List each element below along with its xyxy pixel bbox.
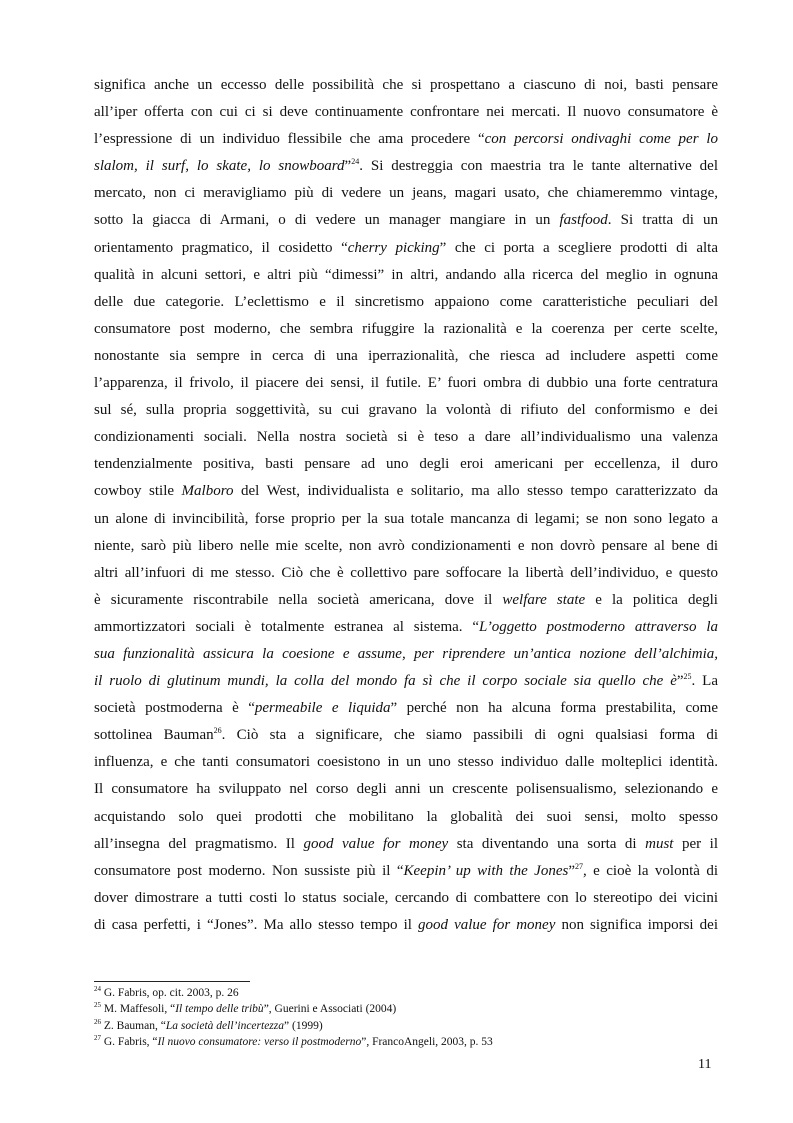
page-number: 11 bbox=[698, 1057, 712, 1072]
text-run: orientamento pragmatico, il cosidetto “ bbox=[94, 239, 348, 256]
text-run: qualità in alcuni settori, e altri più “dimessi” in altri, andando alla ricerca del meglio in ognuna bbox=[94, 266, 718, 283]
text-line bbox=[94, 885, 718, 912]
text-run: società postmoderna è “ bbox=[94, 700, 255, 717]
text-run: G. Fabris, op. cit. 2003, p. 26 bbox=[101, 987, 239, 999]
italic-run: Malboro bbox=[181, 483, 234, 500]
footnote-separator bbox=[94, 981, 250, 982]
italic-run: welfare state bbox=[502, 591, 586, 608]
footnote-ref: 24 bbox=[351, 157, 360, 167]
text-run: ” bbox=[344, 158, 352, 175]
text-run: sul sé, sulla propria soggettività, su cui gravano la volontà di rifiuto del conformismo e dei bbox=[94, 402, 718, 419]
text-run: consumatore post moderno. Non sussiste più il “ bbox=[94, 862, 404, 879]
text-run: ” che ci porta a scegliere prodotti di alta bbox=[439, 239, 718, 256]
text-line bbox=[94, 858, 718, 885]
text-run: del West, individualista e solitario, ma allo stesso tempo caratterizzato da bbox=[233, 483, 718, 500]
footnote-ref: 25 bbox=[94, 1001, 101, 1010]
text-line bbox=[94, 72, 718, 99]
italic-run: Keepin’ up with the Jones bbox=[403, 862, 569, 879]
text-run: all’insegna del pragmatismo. Il bbox=[94, 835, 304, 852]
text-line bbox=[94, 749, 718, 776]
footnote bbox=[94, 1001, 718, 1017]
text-line bbox=[94, 641, 718, 668]
text-line bbox=[94, 289, 718, 316]
text-line bbox=[94, 99, 718, 126]
footnotes bbox=[94, 985, 718, 1051]
footnote-ref: 27 bbox=[575, 861, 583, 871]
text-line bbox=[94, 478, 718, 505]
text-run: , e cioè la volontà di bbox=[583, 862, 718, 879]
text-line bbox=[94, 668, 718, 695]
text-run: M. Maffesoli, “ bbox=[101, 1003, 176, 1016]
text-run: ” perché non ha alcuna forma prestabilita, come bbox=[390, 700, 718, 717]
text-run: un alone di invincibilità, forse proprio per la sua totale mancanza di legami; se non sono legato a bbox=[94, 510, 718, 527]
italic-run: permeabile e liquida bbox=[254, 700, 391, 717]
text-run: delle due categorie. L’eclettismo e il sincretismo appaiono come caratteristiche peculiari del bbox=[94, 293, 718, 310]
text-run: Il consumatore ha sviluppato nel corso degli anni un crescente polisensualismo, selezionando e bbox=[94, 781, 718, 798]
text-line bbox=[94, 533, 718, 560]
footnote-ref: 27 bbox=[94, 1034, 101, 1043]
text-run: condizionamenti sociali. Nella nostra società si è teso a dare all’individualismo una valenza bbox=[94, 429, 718, 446]
text-line bbox=[94, 722, 718, 749]
text-run: ammortizzatori sociali è totalmente estranea al sistema. “ bbox=[94, 618, 480, 635]
text-run: è sicuramente riscontrabile nella società americana, dove il bbox=[94, 591, 503, 608]
text-run: ”, FrancoAngeli, 2003, p. 53 bbox=[361, 1036, 493, 1049]
text-run: nonostante sia sempre in cerca di una iperrazionalità, che riesca ad includere aspetti come bbox=[94, 347, 718, 364]
text-line bbox=[94, 560, 718, 587]
text-line bbox=[94, 235, 718, 262]
italic-run: good value for money bbox=[418, 916, 556, 933]
text-run: di casa perfetti, i “Jones”. Ma allo stesso tempo il bbox=[94, 916, 419, 933]
text-run: acquistando solo quei prodotti che mobilitano la globalità dei suoi sensi, molto spesso bbox=[94, 808, 718, 825]
text-run: l’apparenza, il frivolo, il piacere dei sensi, il futile. E’ fuori ombra di dubbio una forte centratura bbox=[94, 375, 718, 392]
text-run: non significa imporsi dei bbox=[555, 916, 718, 933]
body-text bbox=[94, 72, 718, 939]
text-line bbox=[94, 587, 718, 614]
italic-run: L’oggetto postmoderno attraverso la bbox=[479, 618, 718, 635]
text-run: significa anche un eccesso delle possibilità che si prospettano a ciascuno di noi, basti pensare bbox=[94, 77, 718, 93]
italic-run: slalom, il surf, lo skate, lo snowboard bbox=[94, 158, 345, 175]
footnote bbox=[94, 1034, 718, 1050]
text-run: . Si tratta di un bbox=[607, 212, 718, 229]
text-line bbox=[94, 370, 718, 397]
text-run: . La bbox=[691, 673, 718, 690]
text-line bbox=[94, 153, 718, 180]
text-line bbox=[94, 614, 718, 641]
text-line bbox=[94, 804, 718, 831]
italic-run: con percorsi ondivaghi come per lo bbox=[484, 131, 718, 148]
italic-run: La società dell’incertezza bbox=[165, 1019, 285, 1032]
text-run: . Ciò sta a significare, che siamo passibili di ogni qualsiasi forma di bbox=[221, 727, 718, 744]
text-run: dover dimostrare a tutti costi lo status sociale, cercando di combattere con lo stereotipo dei vicini bbox=[94, 889, 718, 906]
text-run: G. Fabris, “ bbox=[101, 1036, 158, 1049]
text-line bbox=[94, 397, 718, 424]
footnote bbox=[94, 1018, 718, 1034]
text-run: ” bbox=[568, 862, 575, 879]
text-line bbox=[94, 126, 718, 153]
italic-run: Il nuovo consumatore: verso il postmoderno bbox=[157, 1036, 362, 1049]
text-run: altri all’infuori di me stesso. Ciò che è collettivo pare soffocare la libertà dell’individuo, e questo bbox=[94, 564, 718, 581]
text-run: ” (1999) bbox=[284, 1019, 323, 1032]
text-line bbox=[94, 262, 718, 289]
text-line bbox=[94, 506, 718, 533]
text-run: . Si destreggia con maestria tra le tante alternative del bbox=[359, 158, 718, 175]
footnote-ref: 26 bbox=[94, 1017, 101, 1026]
text-line bbox=[94, 451, 718, 478]
text-run: niente, sarò più libero nelle mie scelte, non avrò condizionamenti e non dovrò pensare al bene di bbox=[94, 537, 718, 554]
italic-run: fastfood bbox=[559, 212, 608, 229]
italic-run: good value for money bbox=[303, 835, 449, 852]
text-line bbox=[94, 831, 718, 858]
italic-run: Il tempo delle tribù bbox=[175, 1003, 264, 1016]
footnote-ref: 25 bbox=[683, 672, 692, 682]
text-run: e la politica degli bbox=[585, 591, 718, 608]
text-run: ” bbox=[676, 673, 684, 690]
text-run: mercato, non ci meravigliamo più di vedere un jeans, magari usato, che chiameremmo vintage, bbox=[94, 185, 718, 202]
italic-run: cherry picking bbox=[347, 239, 440, 256]
text-run: ”, Guerini e Associati (2004) bbox=[263, 1003, 397, 1016]
italic-run: must bbox=[645, 835, 674, 852]
text-run: sottolinea Bauman bbox=[94, 727, 214, 744]
text-line bbox=[94, 316, 718, 343]
text-run: cowboy stile bbox=[94, 483, 182, 500]
text-line bbox=[94, 424, 718, 451]
footnote bbox=[94, 985, 718, 1001]
text-line bbox=[94, 207, 718, 234]
text-run: all’iper offerta con cui ci si deve continuamente confrontare nei mercati. Il nuovo consumatore è bbox=[94, 104, 718, 121]
text-run: Z. Bauman, “ bbox=[101, 1019, 166, 1032]
text-line bbox=[94, 695, 718, 722]
text-run: influenza, e che tanti consumatori coesistono in un uno stesso individuo dalle molteplici identità. bbox=[94, 754, 718, 771]
text-run: consumatore post moderno, che sembra rifuggire la razionalità e la coerenza per certe scelte, bbox=[94, 320, 718, 337]
text-line bbox=[94, 776, 718, 803]
text-run: per il bbox=[673, 835, 718, 852]
footnote-ref: 26 bbox=[213, 726, 222, 736]
text-line bbox=[94, 343, 718, 370]
text-run: sta diventando una sorta di bbox=[448, 835, 646, 852]
text-run: l’espressione di un individuo flessibile che ama procedere “ bbox=[94, 131, 485, 148]
text-line bbox=[94, 180, 718, 207]
text-run: tendenzialmente positiva, basti pensare ad uno degli eroi americani per eccellenza, il duro bbox=[94, 456, 718, 473]
italic-run: il ruolo di glutinum mundi, la colla del mondo fa sì che il corpo sociale sia quello che è bbox=[94, 673, 677, 690]
text-run: sotto la giacca di Armani, o di vedere un manager mangiare in un bbox=[94, 212, 560, 229]
footnote-ref: 24 bbox=[94, 985, 101, 994]
italic-run: sua funzionalità assicura la coesione e assume, per riprendere un’antica nozione dell’alchimia, bbox=[94, 645, 718, 662]
text-line bbox=[94, 912, 718, 939]
